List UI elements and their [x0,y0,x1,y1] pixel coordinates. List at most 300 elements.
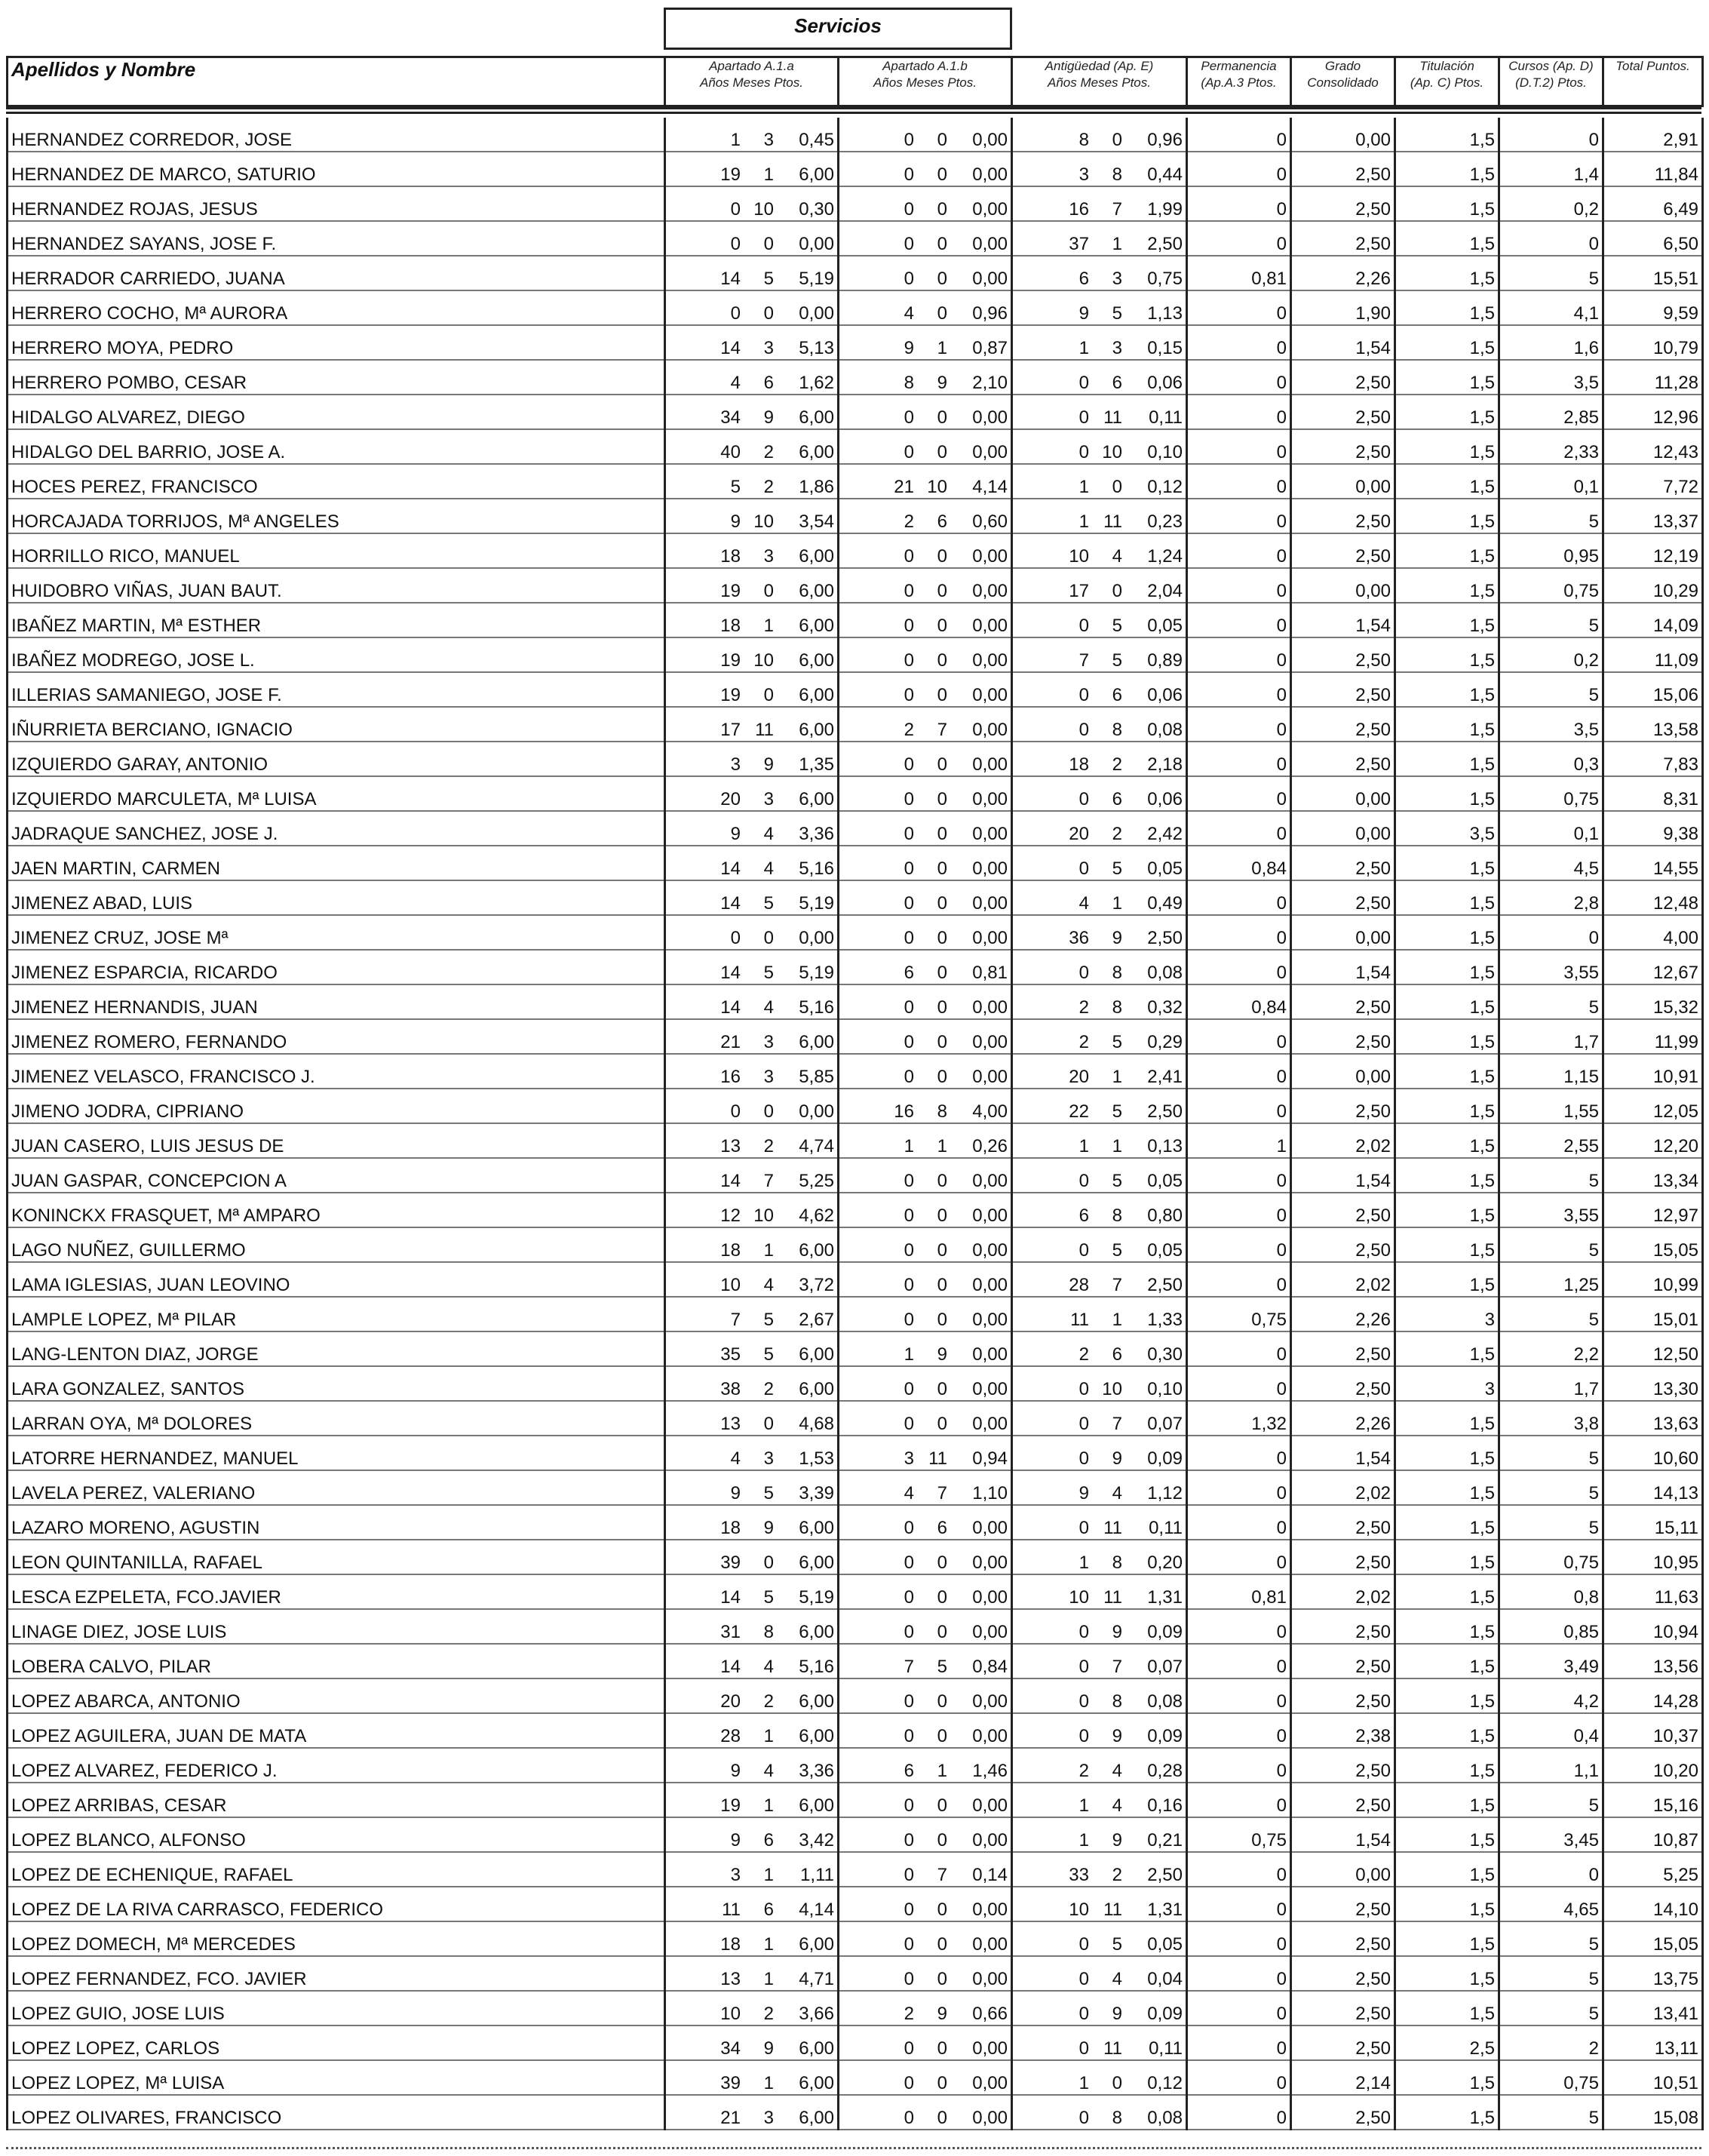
row-antig-points: 0,09 [1147,1622,1183,1642]
row-a1a-months: 9 [763,1518,774,1538]
row-titulacion: 1,5 [1395,568,1499,603]
row-a1b [839,950,1012,984]
row-antig [1012,637,1187,672]
row-a1a-months: 4 [763,824,774,844]
table-row [8,1713,1703,1748]
row-cursos: 0,75 [1499,1540,1603,1574]
row-permanencia: 0 [1187,1019,1291,1054]
row-a1a-points: 6,00 [799,650,834,671]
row-antig [1012,429,1187,464]
row-a1b [839,846,1012,880]
row-a1a-months: 1 [763,1795,774,1816]
row-a1b-years: 4 [904,1483,914,1503]
row-antig-years: 20 [1069,1067,1089,1087]
row-cursos: 5 [1499,1991,1603,2025]
row-a1a-months: 6 [763,1900,774,1920]
row-titulacion: 1,5 [1395,950,1499,984]
row-a1b-years: 0 [904,789,914,809]
row-grado: 2,38 [1291,1713,1395,1748]
row-antig-years: 0 [1078,616,1089,636]
row-a1b [839,1158,1012,1193]
row-a1a-points: 4,14 [799,1900,834,1920]
row-a1b-points: 0,84 [972,1657,1008,1677]
row-antig [1012,325,1187,360]
row-a1b-points: 0,00 [972,1171,1008,1191]
row-name: JUAN CASERO, LUIS JESUS DE [8,1123,665,1158]
table-row [8,186,1703,221]
table-row [8,672,1703,707]
row-antig [1012,1227,1187,1262]
row-antig [1012,1644,1187,1678]
row-grado: 2,50 [1291,672,1395,707]
table-row [8,846,1703,880]
row-antig-months: 9 [1112,1726,1122,1746]
row-a1a-points: 6,00 [799,720,834,740]
row-a1b-points: 1,10 [972,1483,1008,1503]
row-a1b [839,1505,1012,1540]
row-a1a [665,1574,839,1609]
row-antig [1012,1921,1187,1956]
row-permanencia: 0 [1187,360,1291,395]
row-antig [1012,221,1187,256]
row-a1a [665,1123,839,1158]
row-a1b-points: 0,00 [972,199,1008,220]
row-antig-years: 0 [1078,1969,1089,1989]
row-a1b-months: 0 [937,442,947,462]
row-cursos: 1,1 [1499,1748,1603,1783]
header-divider [6,107,1701,114]
row-antig-years: 0 [1078,1691,1089,1712]
row-antig-years: 16 [1069,199,1089,220]
row-cursos: 5 [1499,1470,1603,1505]
row-total: 9,59 [1603,290,1703,325]
row-antig [1012,1783,1187,1817]
row-name: JIMENO JODRA, CIPRIANO [8,1089,665,1123]
row-total: 15,51 [1603,256,1703,290]
row-name: HERNANDEZ SAYANS, JOSE F. [8,221,665,256]
row-titulacion: 1,5 [1395,1609,1499,1644]
row-a1b-points: 0,00 [972,1518,1008,1538]
row-a1a-months: 2 [763,442,774,462]
row-total: 10,99 [1603,1262,1703,1297]
table-row [8,1817,1703,1852]
row-a1a-months: 5 [763,1344,774,1365]
row-cursos: 5 [1499,2095,1603,2130]
row-antig-points: 0,11 [1149,1518,1183,1538]
row-permanencia: 0 [1187,880,1291,915]
row-a1b-months: 0 [937,893,947,914]
row-permanencia: 0 [1187,464,1291,499]
header-a1a: Apartado A.1.a Años Meses Ptos. [665,57,839,106]
row-total: 13,75 [1603,1956,1703,1991]
row-antig-points: 0,08 [1147,2108,1183,2128]
row-a1a-years: 19 [720,164,741,185]
row-antig-months: 11 [1103,511,1122,532]
row-grado: 2,50 [1291,533,1395,568]
row-permanencia: 0 [1187,950,1291,984]
row-antig [1012,152,1187,186]
row-cursos: 3,5 [1499,360,1603,395]
row-cursos: 2,8 [1499,880,1603,915]
row-permanencia: 0 [1187,1540,1291,1574]
row-antig-years: 0 [1078,442,1089,462]
row-antig [1012,1401,1187,1436]
row-a1a-points: 5,19 [799,963,834,983]
table-row [8,1054,1703,1089]
row-antig-months: 11 [1103,407,1122,428]
row-antig-months: 9 [1112,1830,1122,1850]
row-antig-points: 0,12 [1147,2073,1183,2093]
row-a1a-years: 39 [720,2073,741,2093]
row-antig-months: 5 [1112,616,1122,636]
row-a1a [665,1956,839,1991]
row-titulacion: 1,5 [1395,1193,1499,1227]
row-a1b-points: 0,00 [972,824,1008,844]
row-antig-months: 4 [1112,1969,1122,1989]
row-a1b-points: 0,00 [972,616,1008,636]
row-a1a-years: 0 [730,303,741,324]
row-permanencia: 0 [1187,118,1291,152]
row-antig-months: 8 [1112,963,1122,983]
row-a1b-years: 0 [904,234,914,254]
table-row [8,1089,1703,1123]
row-a1a [665,2060,839,2095]
row-a1a-months: 3 [763,1032,774,1052]
row-name: LATORRE HERNANDEZ, MANUEL [8,1436,665,1470]
row-a1b-points: 0,00 [972,2038,1008,2059]
row-a1b-points: 0,00 [972,1067,1008,1087]
row-a1b-years: 0 [904,1553,914,1573]
row-a1b-points: 0,00 [972,1795,1008,1816]
table-row [8,915,1703,950]
row-antig-points: 0,11 [1149,407,1183,428]
row-name: IBAÑEZ MARTIN, Mª ESTHER [8,603,665,637]
row-a1b-years: 4 [904,303,914,324]
row-a1a [665,984,839,1019]
table-row [8,2095,1703,2130]
row-antig-points: 0,49 [1147,893,1183,914]
row-titulacion: 1,5 [1395,1852,1499,1887]
row-antig-years: 0 [1078,1448,1089,1469]
row-antig-months: 5 [1112,858,1122,879]
row-a1a-months: 1 [763,164,774,185]
row-a1b-points: 0,00 [972,1622,1008,1642]
row-a1b [839,1748,1012,1783]
row-titulacion: 1,5 [1395,118,1499,152]
row-antig [1012,776,1187,811]
row-a1b-years: 0 [904,1067,914,1087]
row-total: 13,41 [1603,1991,1703,2025]
row-antig-months: 11 [1103,2038,1122,2059]
row-grado: 2,50 [1291,984,1395,1019]
table-row [8,984,1703,1019]
row-titulacion: 1,5 [1395,186,1499,221]
row-permanencia: 0 [1187,533,1291,568]
row-a1a-points: 4,71 [799,1969,834,1989]
row-name: LOPEZ ARRIBAS, CESAR [8,1783,665,1817]
row-titulacion: 1,5 [1395,846,1499,880]
row-a1b-points: 0,00 [972,1830,1008,1850]
row-a1a [665,880,839,915]
row-antig [1012,1331,1187,1366]
row-total: 6,49 [1603,186,1703,221]
row-a1b-points: 0,66 [972,2004,1008,2024]
row-grado: 2,02 [1291,1262,1395,1297]
row-a1a-months: 9 [763,407,774,428]
row-antig-months: 2 [1112,1865,1122,1885]
row-antig-points: 0,05 [1147,1934,1183,1955]
row-titulacion: 1,5 [1395,1921,1499,1956]
row-cursos: 0,75 [1499,2060,1603,2095]
row-a1b-months: 0 [937,1900,947,1920]
row-a1a [665,1193,839,1227]
row-grado: 0,00 [1291,915,1395,950]
table-row [8,1401,1703,1436]
row-grado: 2,50 [1291,2025,1395,2060]
row-a1b [839,984,1012,1019]
row-a1b-points: 0,00 [972,720,1008,740]
row-total: 12,43 [1603,429,1703,464]
row-a1a-months: 1 [763,1726,774,1746]
row-cursos: 5 [1499,499,1603,533]
row-cursos: 0 [1499,221,1603,256]
row-antig-points: 2,50 [1147,1865,1183,1885]
row-total: 7,83 [1603,742,1703,776]
row-a1a-years: 17 [720,720,741,740]
row-antig-months: 5 [1112,650,1122,671]
row-name: LEON QUINTANILLA, RAFAEL [8,1540,665,1574]
row-titulacion: 1,5 [1395,1019,1499,1054]
row-antig-years: 10 [1069,546,1089,567]
row-antig-months: 9 [1112,928,1122,948]
row-titulacion: 1,5 [1395,256,1499,290]
row-a1a [665,1713,839,1748]
row-a1a [665,1817,839,1852]
row-a1a-years: 35 [720,1344,741,1365]
row-cursos: 5 [1499,984,1603,1019]
table-row [8,1887,1703,1921]
row-antig-months: 8 [1112,1205,1122,1226]
row-a1a-points: 3,72 [799,1275,834,1295]
row-total: 12,50 [1603,1331,1703,1366]
row-cursos: 5 [1499,1956,1603,1991]
row-name: KONINCKX FRASQUET, Mª AMPARO [8,1193,665,1227]
row-permanencia: 0 [1187,637,1291,672]
row-antig-months: 2 [1112,824,1122,844]
row-a1b-points: 0,00 [972,1032,1008,1052]
row-grado: 2,50 [1291,1748,1395,1783]
row-antig-months: 11 [1103,1900,1122,1920]
row-a1a-years: 13 [720,1969,741,1989]
row-name: HORCAJADA TORRIJOS, Mª ANGELES [8,499,665,533]
row-a1b-months: 0 [937,650,947,671]
table-row [8,464,1703,499]
row-a1b [839,2095,1012,2130]
row-a1b [839,395,1012,429]
row-antig [1012,811,1187,846]
row-a1b-months: 7 [937,1483,947,1503]
row-antig-years: 0 [1078,1414,1089,1434]
row-permanencia: 0 [1187,1678,1291,1713]
row-titulacion: 1,5 [1395,533,1499,568]
row-antig-months: 1 [1112,234,1122,254]
row-total: 15,01 [1603,1297,1703,1331]
row-grado: 0,00 [1291,776,1395,811]
row-a1b [839,1956,1012,1991]
row-a1a-points: 6,00 [799,1240,834,1261]
row-a1b-years: 0 [904,1900,914,1920]
row-a1a-years: 11 [722,1900,741,1920]
row-a1b-years: 16 [894,1101,914,1122]
row-antig-months: 10 [1102,442,1122,462]
row-antig-points: 2,41 [1147,1067,1183,1087]
row-a1a-months: 3 [763,789,774,809]
row-antig [1012,1887,1187,1921]
row-a1a-years: 14 [720,997,741,1018]
row-a1b [839,915,1012,950]
row-total: 10,95 [1603,1540,1703,1574]
row-a1a [665,603,839,637]
row-a1a-years: 9 [730,1483,741,1503]
row-grado: 2,50 [1291,429,1395,464]
row-a1b [839,880,1012,915]
table-row [8,1019,1703,1054]
row-antig-months: 5 [1112,1032,1122,1052]
row-titulacion: 1,5 [1395,1227,1499,1262]
row-antig-years: 0 [1078,1726,1089,1746]
row-antig-months: 7 [1112,1275,1122,1295]
row-titulacion: 3 [1395,1297,1499,1331]
row-total: 10,94 [1603,1609,1703,1644]
row-antig [1012,1678,1187,1713]
row-a1b [839,1227,1012,1262]
row-a1a-months: 3 [763,1448,774,1469]
row-permanencia: 0 [1187,1331,1291,1366]
row-antig-years: 37 [1069,234,1089,254]
row-a1a-points: 6,00 [799,1691,834,1712]
row-a1b-months: 6 [937,511,947,532]
row-a1a-points: 6,00 [799,581,834,601]
row-a1a-months: 5 [763,1587,774,1608]
table-row [8,1748,1703,1783]
row-a1b-points: 0,26 [972,1136,1008,1156]
row-a1b-points: 0,00 [972,407,1008,428]
table-row [8,1193,1703,1227]
row-antig-points: 0,05 [1147,616,1183,636]
row-a1b-points: 0,00 [972,546,1008,567]
row-a1b-months: 0 [937,269,947,289]
row-antig-months: 2 [1112,754,1122,775]
row-permanencia: 0 [1187,1470,1291,1505]
row-antig-years: 18 [1069,754,1089,775]
row-a1b-points: 0,00 [972,1587,1008,1608]
row-titulacion: 1,5 [1395,1956,1499,1991]
row-a1a-points: 5,25 [799,1171,834,1191]
row-a1b-months: 0 [937,164,947,185]
row-titulacion: 1,5 [1395,464,1499,499]
row-a1b [839,1887,1012,1921]
row-a1a-years: 3 [730,754,741,775]
table-row [8,221,1703,256]
row-titulacion: 1,5 [1395,1158,1499,1193]
row-name: HOCES PEREZ, FRANCISCO [8,464,665,499]
row-antig [1012,880,1187,915]
row-total: 12,19 [1603,533,1703,568]
row-titulacion: 1,5 [1395,603,1499,637]
row-a1a-points: 5,19 [799,893,834,914]
row-name: JAEN MARTIN, CARMEN [8,846,665,880]
row-a1b-years: 0 [904,997,914,1018]
row-a1b-points: 0,00 [972,164,1008,185]
row-a1b [839,1540,1012,1574]
row-antig-points: 1,33 [1147,1310,1183,1330]
table-row [8,429,1703,464]
table-row [8,1852,1703,1887]
row-a1a [665,568,839,603]
row-a1b-points: 0,00 [972,2108,1008,2128]
row-a1a-points: 0,00 [799,1101,834,1122]
row-a1a-months: 10 [753,199,774,220]
row-a1a-months: 2 [763,1691,774,1712]
row-name: LANG-LENTON DIAZ, JORGE [8,1331,665,1366]
row-name: LOPEZ AGUILERA, JUAN DE MATA [8,1713,665,1748]
row-a1a [665,152,839,186]
row-antig-months: 0 [1112,130,1122,150]
row-antig-months: 8 [1112,2108,1122,2128]
row-a1b-years: 1 [904,1344,914,1365]
row-a1a-months: 6 [763,373,774,393]
row-cursos: 5 [1499,1227,1603,1262]
row-antig-years: 8 [1078,130,1089,150]
row-antig-years: 0 [1078,685,1089,705]
row-a1a-years: 38 [720,1379,741,1399]
row-antig-points: 0,11 [1149,2038,1183,2059]
row-titulacion: 1,5 [1395,707,1499,742]
row-a1b-years: 0 [904,546,914,567]
row-a1a-months: 5 [763,963,774,983]
row-antig [1012,672,1187,707]
row-antig-months: 4 [1112,546,1122,567]
row-grado: 0,00 [1291,118,1395,152]
row-antig [1012,742,1187,776]
row-cursos: 2,85 [1499,395,1603,429]
row-a1b-years: 0 [904,1414,914,1434]
row-a1b [839,186,1012,221]
row-name: LOPEZ ALVAREZ, FEDERICO J. [8,1748,665,1783]
row-antig [1012,568,1187,603]
row-titulacion: 1,5 [1395,1713,1499,1748]
row-grado: 2,02 [1291,1574,1395,1609]
row-a1b-months: 0 [937,2073,947,2093]
row-antig-months: 7 [1112,1657,1122,1677]
row-a1b [839,1713,1012,1748]
row-a1b-months: 0 [937,824,947,844]
row-antig-years: 0 [1078,1657,1089,1677]
row-name: LOPEZ FERNANDEZ, FCO. JAVIER [8,1956,665,1991]
row-total: 5,25 [1603,1852,1703,1887]
table-row [8,360,1703,395]
row-a1a-points: 4,74 [799,1136,834,1156]
row-permanencia: 0 [1187,325,1291,360]
table-row [8,1123,1703,1158]
row-a1a [665,1158,839,1193]
row-total: 10,37 [1603,1713,1703,1748]
row-titulacion: 1,5 [1395,984,1499,1019]
row-a1a-years: 14 [720,338,741,358]
row-permanencia: 0 [1187,811,1291,846]
row-permanencia: 0 [1187,672,1291,707]
row-a1b [839,1123,1012,1158]
